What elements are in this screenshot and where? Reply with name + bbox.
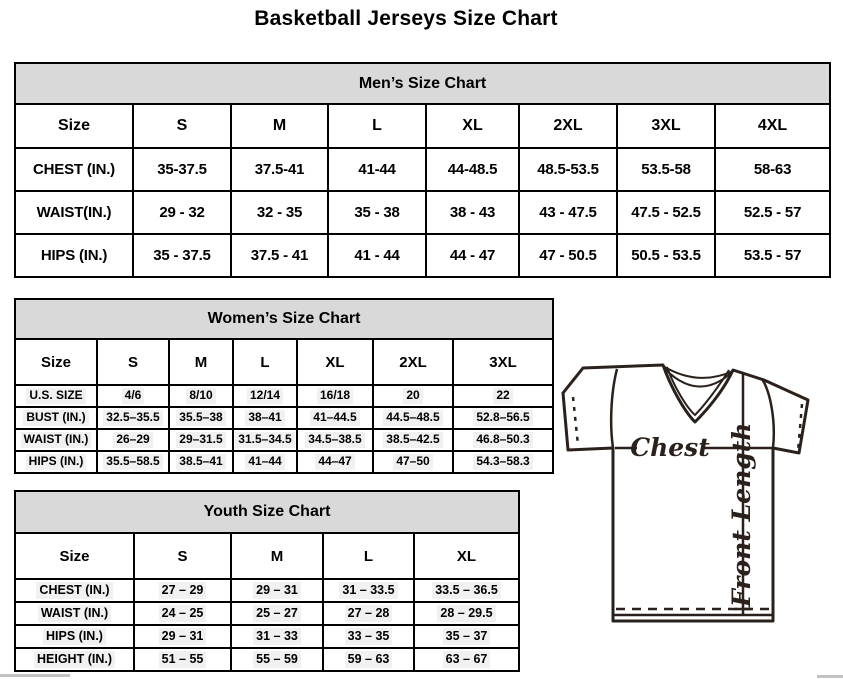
size-value: 37.5 - 41 <box>231 234 328 277</box>
size-value: 38.5–42.5 <box>373 429 453 451</box>
table-row <box>15 648 519 671</box>
row-label-text: HIPS (IN.) <box>43 628 106 644</box>
row-label-text: HEIGHT (IN.) <box>34 651 115 667</box>
table-row <box>15 148 830 191</box>
size-value: 35 – 37 <box>414 625 519 648</box>
front-length-label: Front Length <box>727 422 756 607</box>
size-value: 24 – 25 <box>134 602 231 625</box>
column-header: 2XL <box>373 339 453 385</box>
row-label <box>15 625 134 648</box>
row-label-text: HIPS (IN.) <box>26 454 87 470</box>
size-value: 20 <box>373 385 453 407</box>
column-header: XL <box>426 104 519 148</box>
row-label <box>15 648 134 671</box>
size-value: 35 - 37.5 <box>133 234 231 277</box>
size-value: 33 – 35 <box>323 625 414 648</box>
size-value: 53.5 - 57 <box>715 234 830 277</box>
row-label <box>15 579 134 602</box>
size-value: 63 – 67 <box>414 648 519 671</box>
mens-chart-title: Men’s Size Chart <box>15 63 830 104</box>
size-value: 8/10 <box>169 385 233 407</box>
size-value: 41–44 <box>233 451 297 473</box>
column-header: L <box>328 104 426 148</box>
size-header: Size <box>15 339 97 385</box>
size-value: 29 - 32 <box>133 191 231 234</box>
size-value: 4/6 <box>97 385 169 407</box>
size-value: 16/18 <box>297 385 373 407</box>
size-value: 44 - 47 <box>426 234 519 277</box>
youth-chart-title: Youth Size Chart <box>15 491 519 533</box>
size-value: 46.8–50.3 <box>453 429 553 451</box>
column-header: XL <box>297 339 373 385</box>
size-header: Size <box>15 104 133 148</box>
size-value: 47.5 - 52.5 <box>617 191 715 234</box>
jersey-measurement-diagram <box>553 360 843 632</box>
table-row <box>15 625 519 648</box>
row-label-text: CHEST (IN.) <box>36 582 112 598</box>
chest-label: Chest <box>630 433 710 462</box>
column-header: 2XL <box>519 104 617 148</box>
column-header: M <box>231 533 323 579</box>
table-row <box>15 602 519 625</box>
size-value: 51 – 55 <box>134 648 231 671</box>
table-row <box>15 63 830 104</box>
table-row <box>15 104 830 148</box>
size-value: 59 – 63 <box>323 648 414 671</box>
row-label-text: BUST (IN.) <box>23 410 88 426</box>
table-row <box>15 429 553 451</box>
column-header: L <box>323 533 414 579</box>
size-value: 53.5-58 <box>617 148 715 191</box>
youth-size-chart-table <box>14 490 520 672</box>
size-value: 26–29 <box>97 429 169 451</box>
size-value: 38 - 43 <box>426 191 519 234</box>
mens-size-chart-table <box>14 62 831 278</box>
column-header: M <box>231 104 328 148</box>
row-label <box>15 407 97 429</box>
size-value: 52.8–56.5 <box>453 407 553 429</box>
size-value: 25 – 27 <box>231 602 323 625</box>
row-label-text: WAIST (IN.) <box>21 432 92 448</box>
size-value: 44-48.5 <box>426 148 519 191</box>
table-row <box>15 339 553 385</box>
size-value: 38–41 <box>233 407 297 429</box>
row-label <box>15 429 97 451</box>
table-row <box>15 407 553 429</box>
size-value: 41 - 44 <box>328 234 426 277</box>
size-value: 44.5–48.5 <box>373 407 453 429</box>
size-value: 27 – 29 <box>134 579 231 602</box>
size-value: 48.5-53.5 <box>519 148 617 191</box>
size-value: 44–47 <box>297 451 373 473</box>
horizontal-scrollbar-thumb-right[interactable] <box>817 675 843 678</box>
column-header: M <box>169 339 233 385</box>
size-value: 41–44.5 <box>297 407 373 429</box>
size-value: 47 - 50.5 <box>519 234 617 277</box>
size-value: 58-63 <box>715 148 830 191</box>
size-value: 32 - 35 <box>231 191 328 234</box>
size-value: 50.5 - 53.5 <box>617 234 715 277</box>
table-row <box>15 451 553 473</box>
row-label: WAIST(IN.) <box>15 191 133 234</box>
size-value: 41-44 <box>328 148 426 191</box>
row-label-text: U.S. SIZE <box>26 388 85 404</box>
size-value: 29 – 31 <box>134 625 231 648</box>
size-value: 28 – 29.5 <box>414 602 519 625</box>
column-header: 4XL <box>715 104 830 148</box>
womens-size-chart-table <box>14 298 554 474</box>
column-header: L <box>233 339 297 385</box>
column-header: 3XL <box>617 104 715 148</box>
row-label <box>15 451 97 473</box>
size-value: 33.5 – 36.5 <box>414 579 519 602</box>
page-title: Basketball Jerseys Size Chart <box>254 7 558 30</box>
size-value: 47–50 <box>373 451 453 473</box>
table-row <box>15 191 830 234</box>
womens-chart-title: Women’s Size Chart <box>15 299 553 339</box>
size-value: 31 – 33 <box>231 625 323 648</box>
column-header: S <box>133 104 231 148</box>
size-value: 34.5–38.5 <box>297 429 373 451</box>
table-row <box>15 299 553 339</box>
table-row <box>15 234 830 277</box>
table-row <box>15 579 519 602</box>
row-label <box>15 602 134 625</box>
column-header: XL <box>414 533 519 579</box>
size-value: 31 – 33.5 <box>323 579 414 602</box>
row-label <box>15 385 97 407</box>
size-value: 55 – 59 <box>231 648 323 671</box>
size-value: 12/14 <box>233 385 297 407</box>
size-value: 38.5–41 <box>169 451 233 473</box>
size-value: 29 – 31 <box>231 579 323 602</box>
size-value: 43 - 47.5 <box>519 191 617 234</box>
row-label: HIPS (IN.) <box>15 234 133 277</box>
size-header: Size <box>15 533 134 579</box>
size-value: 35-37.5 <box>133 148 231 191</box>
horizontal-scrollbar-thumb-left[interactable] <box>0 674 70 677</box>
column-header: S <box>97 339 169 385</box>
row-label-text: WAIST (IN.) <box>38 605 111 621</box>
table-row <box>15 385 553 407</box>
size-value: 35 - 38 <box>328 191 426 234</box>
table-row <box>15 533 519 579</box>
column-header: S <box>134 533 231 579</box>
size-value: 32.5–35.5 <box>97 407 169 429</box>
size-value: 35.5–58.5 <box>97 451 169 473</box>
size-value: 37.5-41 <box>231 148 328 191</box>
size-value: 54.3–58.3 <box>453 451 553 473</box>
size-value: 52.5 - 57 <box>715 191 830 234</box>
size-value: 31.5–34.5 <box>233 429 297 451</box>
size-value: 27 – 28 <box>323 602 414 625</box>
size-value: 29–31.5 <box>169 429 233 451</box>
row-label: CHEST (IN.) <box>15 148 133 191</box>
size-value: 22 <box>453 385 553 407</box>
size-value: 35.5–38 <box>169 407 233 429</box>
table-row <box>15 491 519 533</box>
column-header: 3XL <box>453 339 553 385</box>
